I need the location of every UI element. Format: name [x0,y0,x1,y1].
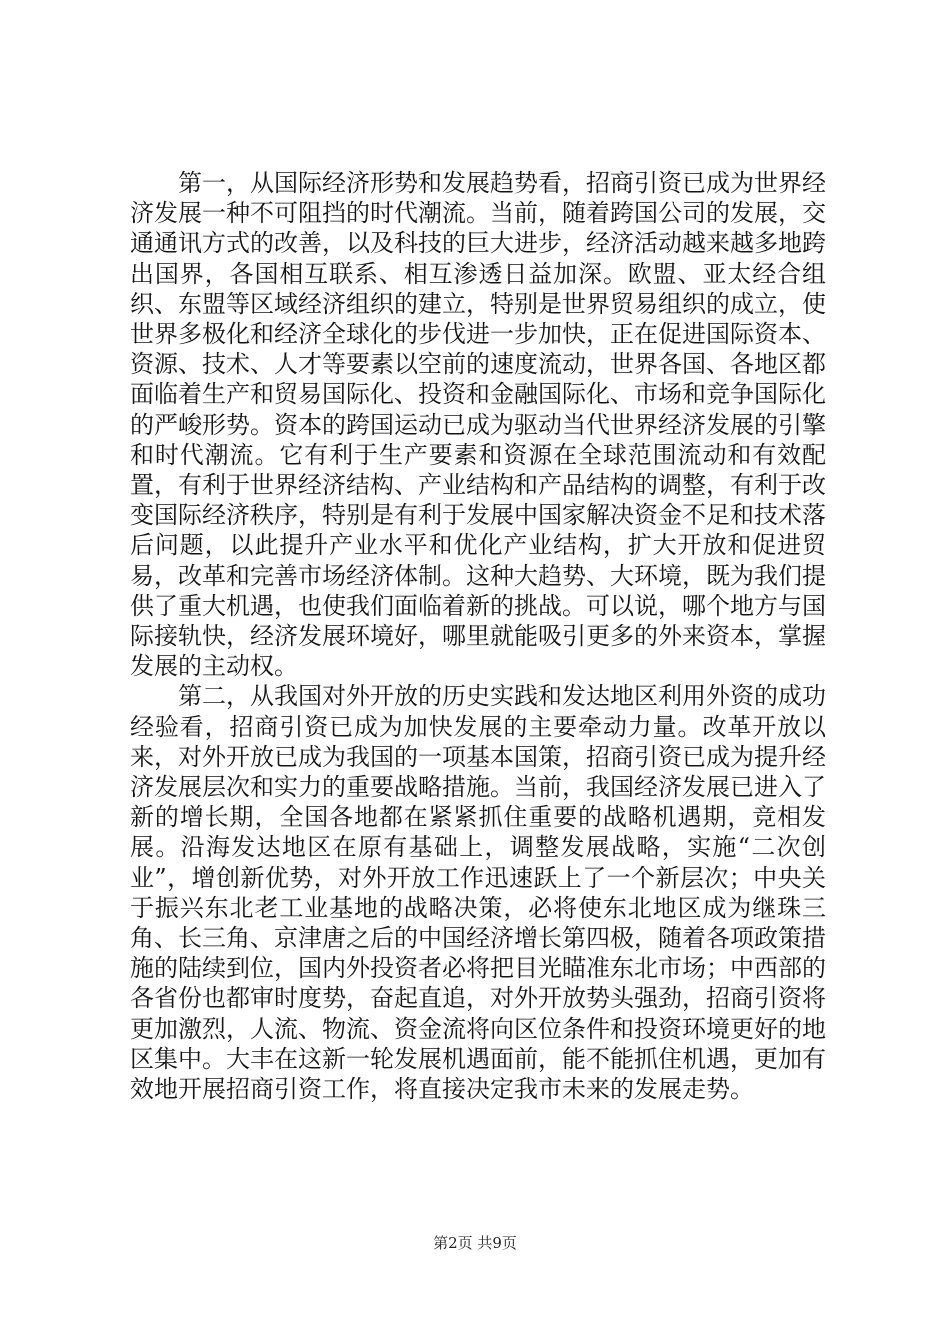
page-number-footer: 第2页 共9页 [433,1234,517,1252]
document-body [130,168,826,1104]
paragraph-international-trend: 第一，从国际经济形势和发展趋势看，招商引资已成为世界经济发展一种不可阻挡的时代潮流。当前，随着跨国公司的发展，交通通讯方式的改善，以及科技的巨大进步，经济活动越来越多地跨出国界，各国相互联系、相互渗透日益加深。欧盟、亚太经合组织、东盟等区域经济组织的建立，特别是世界贸易组织的成立，使世界多极化和经济全球化的步伐进一步加快，正在促进国际资本、资源、技术、人才等要素以空前的速度流动，世界各国、各地区都面临着生产和贸易国际化、投资和金融国际化、市场和竞争国际化的严峻形势。资本的跨国运动已成为驱动当代世界经济发展的引擎和时代潮流。它有利于生产要素和资源在全球范围流动和有效配置，有利于世界经济结构、产业结构和产品结构的调整，有利于改变国际经济秩序，特别是有利于发展中国家解决资金不足和技术落后问题，以此提升产业水平和优化产业结构，扩大开放和促进贸易，改革和完善市场经济体制。这种大趋势、大环境，既为我们提供了重大机遇，也使我们面临着新的挑战。可以说，哪个地方与国际接轨快，经济发展环境好，哪里就能吸引更多的外来资本，掌握发展的主动权。 [130,169,826,681]
paragraph-domestic-experience: 第二，从我国对外开放的历史实践和发达地区利用外资的成功经验看，招商引资已成为加快发展的主要牵动力量。改革开放以来，对外开放已成为我国的一项基本国策，招商引资已成为提升经济发展层次和实力的重要战略措施。当前，我国经济发展已进入了新的增长期，全国各地都在紧紧抓住重要的战略机遇期，竞相发展。沿海发达地区在原有基础上，调整发展战略，实施“二次创业”，增创新优势，对外开放工作迅速跃上了一个新层次；中央关于振兴东北老工业基地的战略决策，必将使东北地区成为继珠三角、长三角、京津唐之后的中国经济增长第四极，随着各项政策措施的陆续到位，国内外投资者必将把目光瞄准东北市场；中西部的各省份也都审时度势，奋起直追，对外开放势头强劲，招商引资将更加激烈，人流、物流、资金流将向区位条件和投资环境更好的地区集中。大丰在这新一轮发展机遇面前，能不能抓住机遇，更加有效地开展招商引资工作，将直接决定我市未来的发展走势。 [130,682,826,1104]
